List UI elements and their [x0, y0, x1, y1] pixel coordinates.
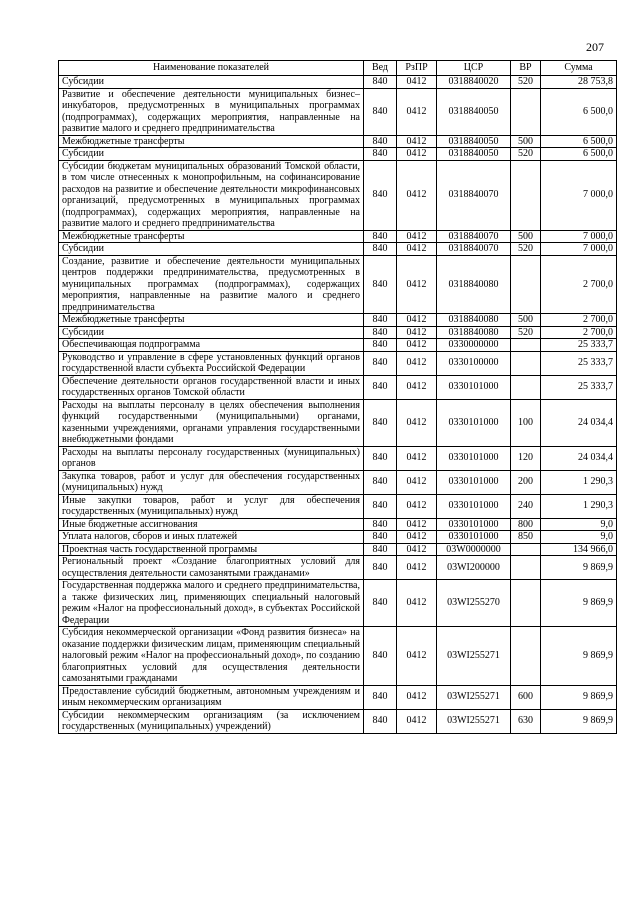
- table-row: [59, 135, 617, 148]
- table-row: [59, 375, 617, 399]
- table-row: [59, 685, 617, 709]
- table-row: [59, 543, 617, 556]
- header-ved: Вед: [364, 61, 397, 76]
- cell-sum: 9,0: [541, 518, 617, 531]
- budget-table: [58, 60, 617, 734]
- cell-sum: 2 700,0: [541, 255, 617, 314]
- cell-vr: 100: [511, 399, 541, 446]
- cell-vr: [511, 351, 541, 375]
- cell-csr: 03W0000000: [437, 543, 511, 556]
- cell-ved: 840: [364, 709, 397, 733]
- cell-csr: 03WI255270: [437, 580, 511, 627]
- cell-sum: 25 333,7: [541, 375, 617, 399]
- table-row: [59, 494, 617, 518]
- table-row: [59, 351, 617, 375]
- cell-vr: 630: [511, 709, 541, 733]
- cell-csr: 0330101000: [437, 531, 511, 544]
- cell-name: Субсидии: [59, 76, 364, 89]
- cell-rzpr: 0412: [397, 148, 437, 161]
- cell-vr: [511, 160, 541, 230]
- cell-name: Региональный проект «Создание благоприятных условий для осуществления деятельности самозанятыми гражданами»: [59, 556, 364, 580]
- cell-ved: 840: [364, 531, 397, 544]
- table-row: [59, 76, 617, 89]
- table-row: [59, 556, 617, 580]
- cell-name: Межбюджетные трансферты: [59, 314, 364, 327]
- cell-csr: 03WI255271: [437, 709, 511, 733]
- cell-name: Межбюджетные трансферты: [59, 135, 364, 148]
- table-row: [59, 339, 617, 352]
- cell-csr: 0330101000: [437, 470, 511, 494]
- table-row: [59, 255, 617, 314]
- cell-ved: 840: [364, 230, 397, 243]
- cell-name: Расходы на выплаты персоналу в целях обеспечения выполнения функций государственными (муниципальными) органами, казенными учреждениями, органами управления государственными внебюджетными фондами: [59, 399, 364, 446]
- cell-csr: 0318840050: [437, 88, 511, 135]
- cell-vr: 800: [511, 518, 541, 531]
- table-row: [59, 399, 617, 446]
- cell-rzpr: 0412: [397, 135, 437, 148]
- table-row: [59, 243, 617, 256]
- cell-rzpr: 0412: [397, 446, 437, 470]
- cell-rzpr: 0412: [397, 518, 437, 531]
- cell-rzpr: 0412: [397, 494, 437, 518]
- cell-sum: 1 290,3: [541, 470, 617, 494]
- cell-sum: 25 333,7: [541, 339, 617, 352]
- cell-rzpr: 0412: [397, 88, 437, 135]
- cell-csr: 0330101000: [437, 494, 511, 518]
- cell-name: Иные закупки товаров, работ и услуг для обеспечения государственных (муниципальных) нужд: [59, 494, 364, 518]
- cell-ved: 840: [364, 135, 397, 148]
- cell-csr: 0318840080: [437, 326, 511, 339]
- cell-ved: 840: [364, 314, 397, 327]
- cell-rzpr: 0412: [397, 470, 437, 494]
- cell-vr: [511, 580, 541, 627]
- cell-csr: 0330101000: [437, 446, 511, 470]
- cell-name: Руководство и управление в сфере установленных функций органов государственной власти субъекта Российской Федерации: [59, 351, 364, 375]
- cell-sum: 9 869,9: [541, 627, 617, 686]
- cell-sum: 7 000,0: [541, 230, 617, 243]
- cell-ved: 840: [364, 470, 397, 494]
- cell-ved: 840: [364, 627, 397, 686]
- table-row: [59, 627, 617, 686]
- page-number: 207: [586, 40, 604, 54]
- cell-sum: 9,0: [541, 531, 617, 544]
- cell-ved: 840: [364, 556, 397, 580]
- cell-vr: 200: [511, 470, 541, 494]
- cell-sum: 2 700,0: [541, 326, 617, 339]
- table-header-row: [59, 61, 617, 76]
- cell-ved: 840: [364, 494, 397, 518]
- cell-vr: 520: [511, 243, 541, 256]
- cell-name: Уплата налогов, сборов и иных платежей: [59, 531, 364, 544]
- table-row: [59, 470, 617, 494]
- cell-name: Развитие и обеспечение деятельности муниципальных бизнес–инкубаторов, предусмотренных в муниципальных программах (подпрограммах), содержащих мероприятия, направленные на развитие малого и среднего предпринимательства: [59, 88, 364, 135]
- cell-csr: 0318840050: [437, 148, 511, 161]
- cell-vr: [511, 627, 541, 686]
- cell-vr: [511, 339, 541, 352]
- cell-name: Проектная часть государственной программы: [59, 543, 364, 556]
- cell-name: Расходы на выплаты персоналу государственных (муниципальных) органов: [59, 446, 364, 470]
- cell-csr: 0318840070: [437, 243, 511, 256]
- table-row: [59, 326, 617, 339]
- cell-csr: 0318840080: [437, 314, 511, 327]
- cell-csr: 0330101000: [437, 399, 511, 446]
- header-name: Наименование показателей: [59, 61, 364, 76]
- cell-sum: 9 869,9: [541, 685, 617, 709]
- cell-vr: 500: [511, 135, 541, 148]
- cell-vr: 520: [511, 148, 541, 161]
- cell-ved: 840: [364, 243, 397, 256]
- cell-rzpr: 0412: [397, 76, 437, 89]
- cell-csr: 03WI255271: [437, 627, 511, 686]
- cell-ved: 840: [364, 255, 397, 314]
- cell-vr: 500: [511, 230, 541, 243]
- cell-rzpr: 0412: [397, 339, 437, 352]
- cell-sum: 6 500,0: [541, 135, 617, 148]
- cell-vr: [511, 556, 541, 580]
- cell-vr: [511, 88, 541, 135]
- cell-name: Субсидия некоммерческой организации «Фонд развития бизнеса» на оказание поддержки физическим лицам, применяющим специальный налоговый режим «Налог на профессиональный доход», по созданию благоприятных условий для осуществления деятельности самозанятыми гражданами: [59, 627, 364, 686]
- cell-rzpr: 0412: [397, 314, 437, 327]
- cell-csr: 0330101000: [437, 518, 511, 531]
- cell-sum: 25 333,7: [541, 351, 617, 375]
- table-row: [59, 531, 617, 544]
- cell-rzpr: 0412: [397, 255, 437, 314]
- cell-vr: 850: [511, 531, 541, 544]
- cell-ved: 840: [364, 375, 397, 399]
- table-row: [59, 446, 617, 470]
- cell-name: Субсидии бюджетам муниципальных образований Томской области, в том числе отнесенных к монопрофильным, на софинансирование расходов на развитие и обеспечение деятельности микрофинансовых организаций, предусмотренных в муниципальных программах (подпрограммах), содержащих мероприятия, направленные на развитие малого и среднего предпринимательства: [59, 160, 364, 230]
- cell-vr: 120: [511, 446, 541, 470]
- table-row: [59, 580, 617, 627]
- cell-vr: [511, 543, 541, 556]
- cell-rzpr: 0412: [397, 243, 437, 256]
- cell-name: Субсидии некоммерческим организациям (за исключением государственных (муниципальных) учреждений): [59, 709, 364, 733]
- cell-csr: 0318840020: [437, 76, 511, 89]
- cell-name: Обеспечение деятельности органов государственной власти и иных государственных органов Томской области: [59, 375, 364, 399]
- cell-sum: 9 869,9: [541, 556, 617, 580]
- table-row: [59, 148, 617, 161]
- table-row: [59, 709, 617, 733]
- cell-name: Создание, развитие и обеспечение деятельности муниципальных центров поддержки предпринимательства, предусмотренных в муниципальных программах (подпрограммах), содержащих мероприятия, направленные на развитие малого и среднего предпринимательства: [59, 255, 364, 314]
- cell-name: Межбюджетные трансферты: [59, 230, 364, 243]
- cell-name: Предоставление субсидий бюджетным, автономным учреждениям и иным некоммерческим организациям: [59, 685, 364, 709]
- cell-name: Субсидии: [59, 148, 364, 161]
- cell-sum: 2 700,0: [541, 314, 617, 327]
- cell-sum: 1 290,3: [541, 494, 617, 518]
- header-csr: ЦСР: [437, 61, 511, 76]
- cell-sum: 6 500,0: [541, 88, 617, 135]
- cell-rzpr: 0412: [397, 230, 437, 243]
- cell-ved: 840: [364, 543, 397, 556]
- cell-name: Субсидии: [59, 326, 364, 339]
- cell-ved: 840: [364, 76, 397, 89]
- cell-csr: 03WI255271: [437, 685, 511, 709]
- table-row: [59, 518, 617, 531]
- cell-name: Субсидии: [59, 243, 364, 256]
- cell-rzpr: 0412: [397, 326, 437, 339]
- cell-ved: 840: [364, 685, 397, 709]
- header-sum: Сумма: [541, 61, 617, 76]
- cell-csr: 0330100000: [437, 351, 511, 375]
- cell-ved: 840: [364, 580, 397, 627]
- header-vr: ВР: [511, 61, 541, 76]
- cell-sum: 7 000,0: [541, 243, 617, 256]
- cell-rzpr: 0412: [397, 685, 437, 709]
- cell-ved: 840: [364, 351, 397, 375]
- cell-ved: 840: [364, 518, 397, 531]
- cell-ved: 840: [364, 339, 397, 352]
- cell-name: Закупка товаров, работ и услуг для обеспечения государственных (муниципальных) нужд: [59, 470, 364, 494]
- cell-rzpr: 0412: [397, 375, 437, 399]
- header-rzpr: РзПР: [397, 61, 437, 76]
- cell-rzpr: 0412: [397, 351, 437, 375]
- cell-csr: 0330000000: [437, 339, 511, 352]
- cell-vr: 520: [511, 76, 541, 89]
- cell-name: Иные бюджетные ассигнования: [59, 518, 364, 531]
- cell-rzpr: 0412: [397, 160, 437, 230]
- cell-rzpr: 0412: [397, 627, 437, 686]
- cell-csr: 0330101000: [437, 375, 511, 399]
- cell-rzpr: 0412: [397, 543, 437, 556]
- cell-ved: 840: [364, 160, 397, 230]
- cell-ved: 840: [364, 88, 397, 135]
- cell-sum: 6 500,0: [541, 148, 617, 161]
- cell-ved: 840: [364, 399, 397, 446]
- cell-sum: 9 869,9: [541, 709, 617, 733]
- cell-csr: 0318840050: [437, 135, 511, 148]
- cell-sum: 134 966,0: [541, 543, 617, 556]
- cell-sum: 24 034,4: [541, 446, 617, 470]
- cell-csr: 0318840070: [437, 160, 511, 230]
- cell-name: Обеспечивающая подпрограмма: [59, 339, 364, 352]
- table-row: [59, 88, 617, 135]
- table-row: [59, 230, 617, 243]
- cell-rzpr: 0412: [397, 531, 437, 544]
- cell-ved: 840: [364, 148, 397, 161]
- cell-vr: [511, 255, 541, 314]
- cell-sum: 28 753,8: [541, 76, 617, 89]
- cell-rzpr: 0412: [397, 580, 437, 627]
- table-row: [59, 314, 617, 327]
- cell-csr: 0318840070: [437, 230, 511, 243]
- cell-rzpr: 0412: [397, 556, 437, 580]
- cell-csr: 0318840080: [437, 255, 511, 314]
- table-row: [59, 160, 617, 230]
- cell-sum: 9 869,9: [541, 580, 617, 627]
- cell-ved: 840: [364, 326, 397, 339]
- cell-vr: [511, 375, 541, 399]
- cell-name: Государственная поддержка малого и среднего предпринимательства, а также физических лиц, применяющих специальный налоговый режим «Налог на профессиональный доход», в субъектах Российской Федерации: [59, 580, 364, 627]
- cell-vr: 600: [511, 685, 541, 709]
- cell-vr: 500: [511, 314, 541, 327]
- cell-rzpr: 0412: [397, 399, 437, 446]
- cell-csr: 03WI200000: [437, 556, 511, 580]
- cell-vr: 520: [511, 326, 541, 339]
- cell-vr: 240: [511, 494, 541, 518]
- cell-sum: 7 000,0: [541, 160, 617, 230]
- cell-ved: 840: [364, 446, 397, 470]
- cell-sum: 24 034,4: [541, 399, 617, 446]
- cell-rzpr: 0412: [397, 709, 437, 733]
